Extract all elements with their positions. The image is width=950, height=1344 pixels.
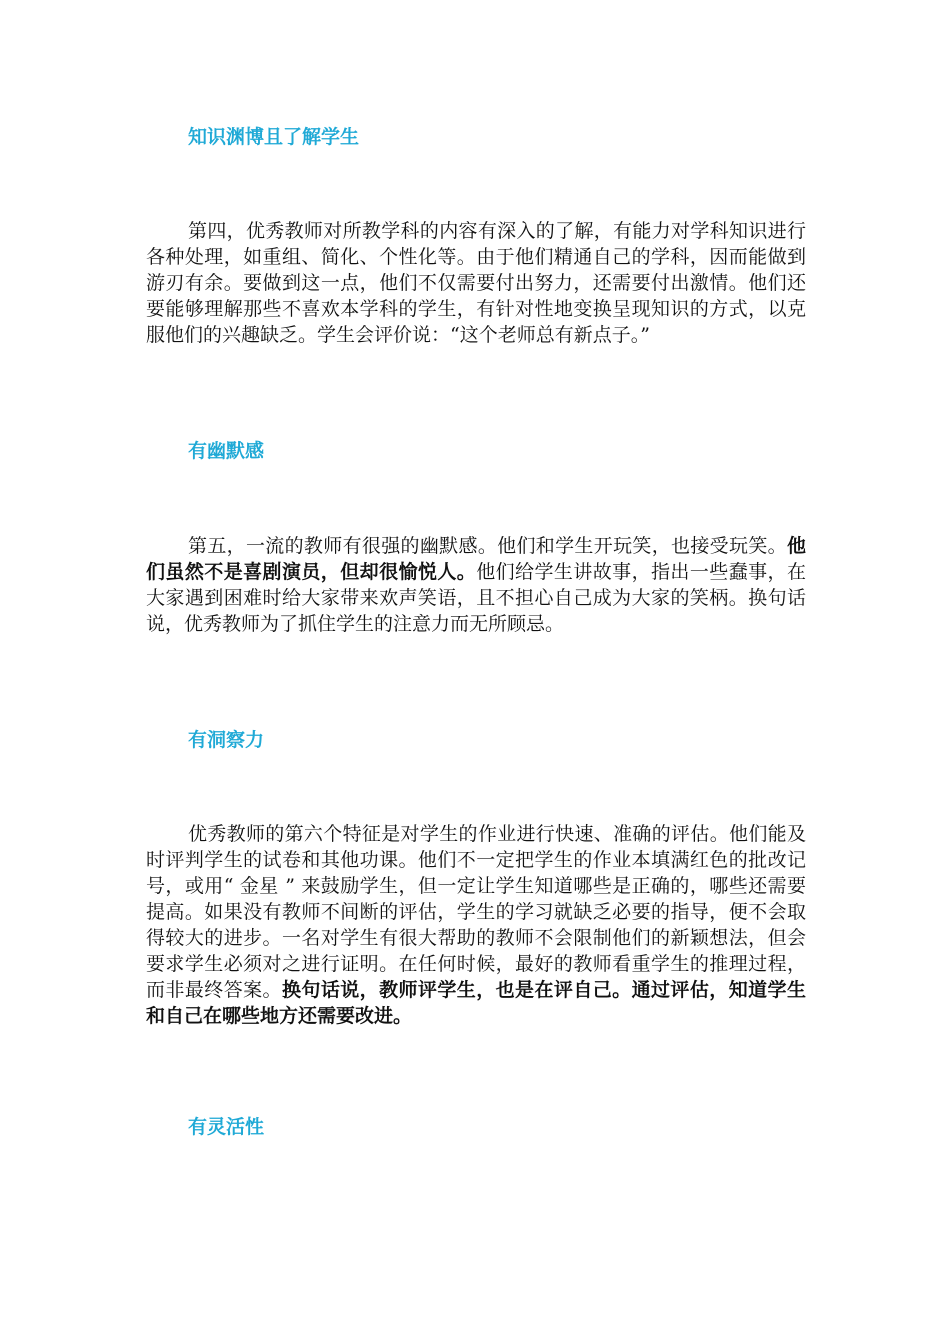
paragraph-bold-text: 换句话说，教师评学生，也是在评自己。通过评估，知道学生和自己在哪些地方还需要改进。 [146,979,806,1027]
section-heading-humor: 有幽默感 [188,440,265,462]
paragraph-text: 第五，一流的教师有很强的幽默感。他们和学生开玩笑，也接受玩笑。 [188,535,787,557]
paragraph-text: 他们给学生讲故事，指出一些蠢事，在大家遇到困难时给大家带来欢声笑语，且不担心自己成为大家的笑柄。换句话说，优秀教师为了抓住学生的注意力而无所顾忌。 [146,561,806,635]
section-paragraph-humor [146,533,806,637]
section-paragraph-knowledge [146,218,806,348]
paragraph-bold-text: 他们虽然不是喜剧演员，但却很愉悦人。 [146,535,806,583]
section-heading-flexibility: 有灵活性 [188,1116,265,1138]
paragraph-text: 优秀教师的第六个特征是对学生的作业进行快速、准确的评估。他们能及时评判学生的试卷和其他功课。他们不一定把学生的作业本填满红色的批改记号，或用“ 金星 ” 来鼓励学生，但一定让学生知道哪些是正确的，哪些还需要提高。如果没有教师不间断的评估，学生的学习就缺乏必要的指导，便不会取得较大的进步。一名对学生有很大帮助的教师不会限制他们的新颖想法，但会要求学生必须对之进行证明。在任何时候，最好的教师看重学生的推理过程，而非最终答案。 [146,823,806,1001]
section-heading-insight: 有洞察力 [188,729,265,751]
section-paragraph-insight [146,821,806,1029]
paragraph-text: 第四，优秀教师对所教学科的内容有深入的了解，有能力对学科知识进行各种处理，如重组、简化、个性化等。由于他们精通自己的学科，因而能做到游刃有余。要做到这一点，他们不仅需要付出努力，还需要付出激情。他们还要能够理解那些不喜欢本学科的学生，有针对性地变换呈现知识的方式，以克服他们的兴趣缺乏。学生会评价说：“这个老师总有新点子。” [146,220,806,346]
section-heading-knowledge: 知识渊博且了解学生 [188,126,360,148]
